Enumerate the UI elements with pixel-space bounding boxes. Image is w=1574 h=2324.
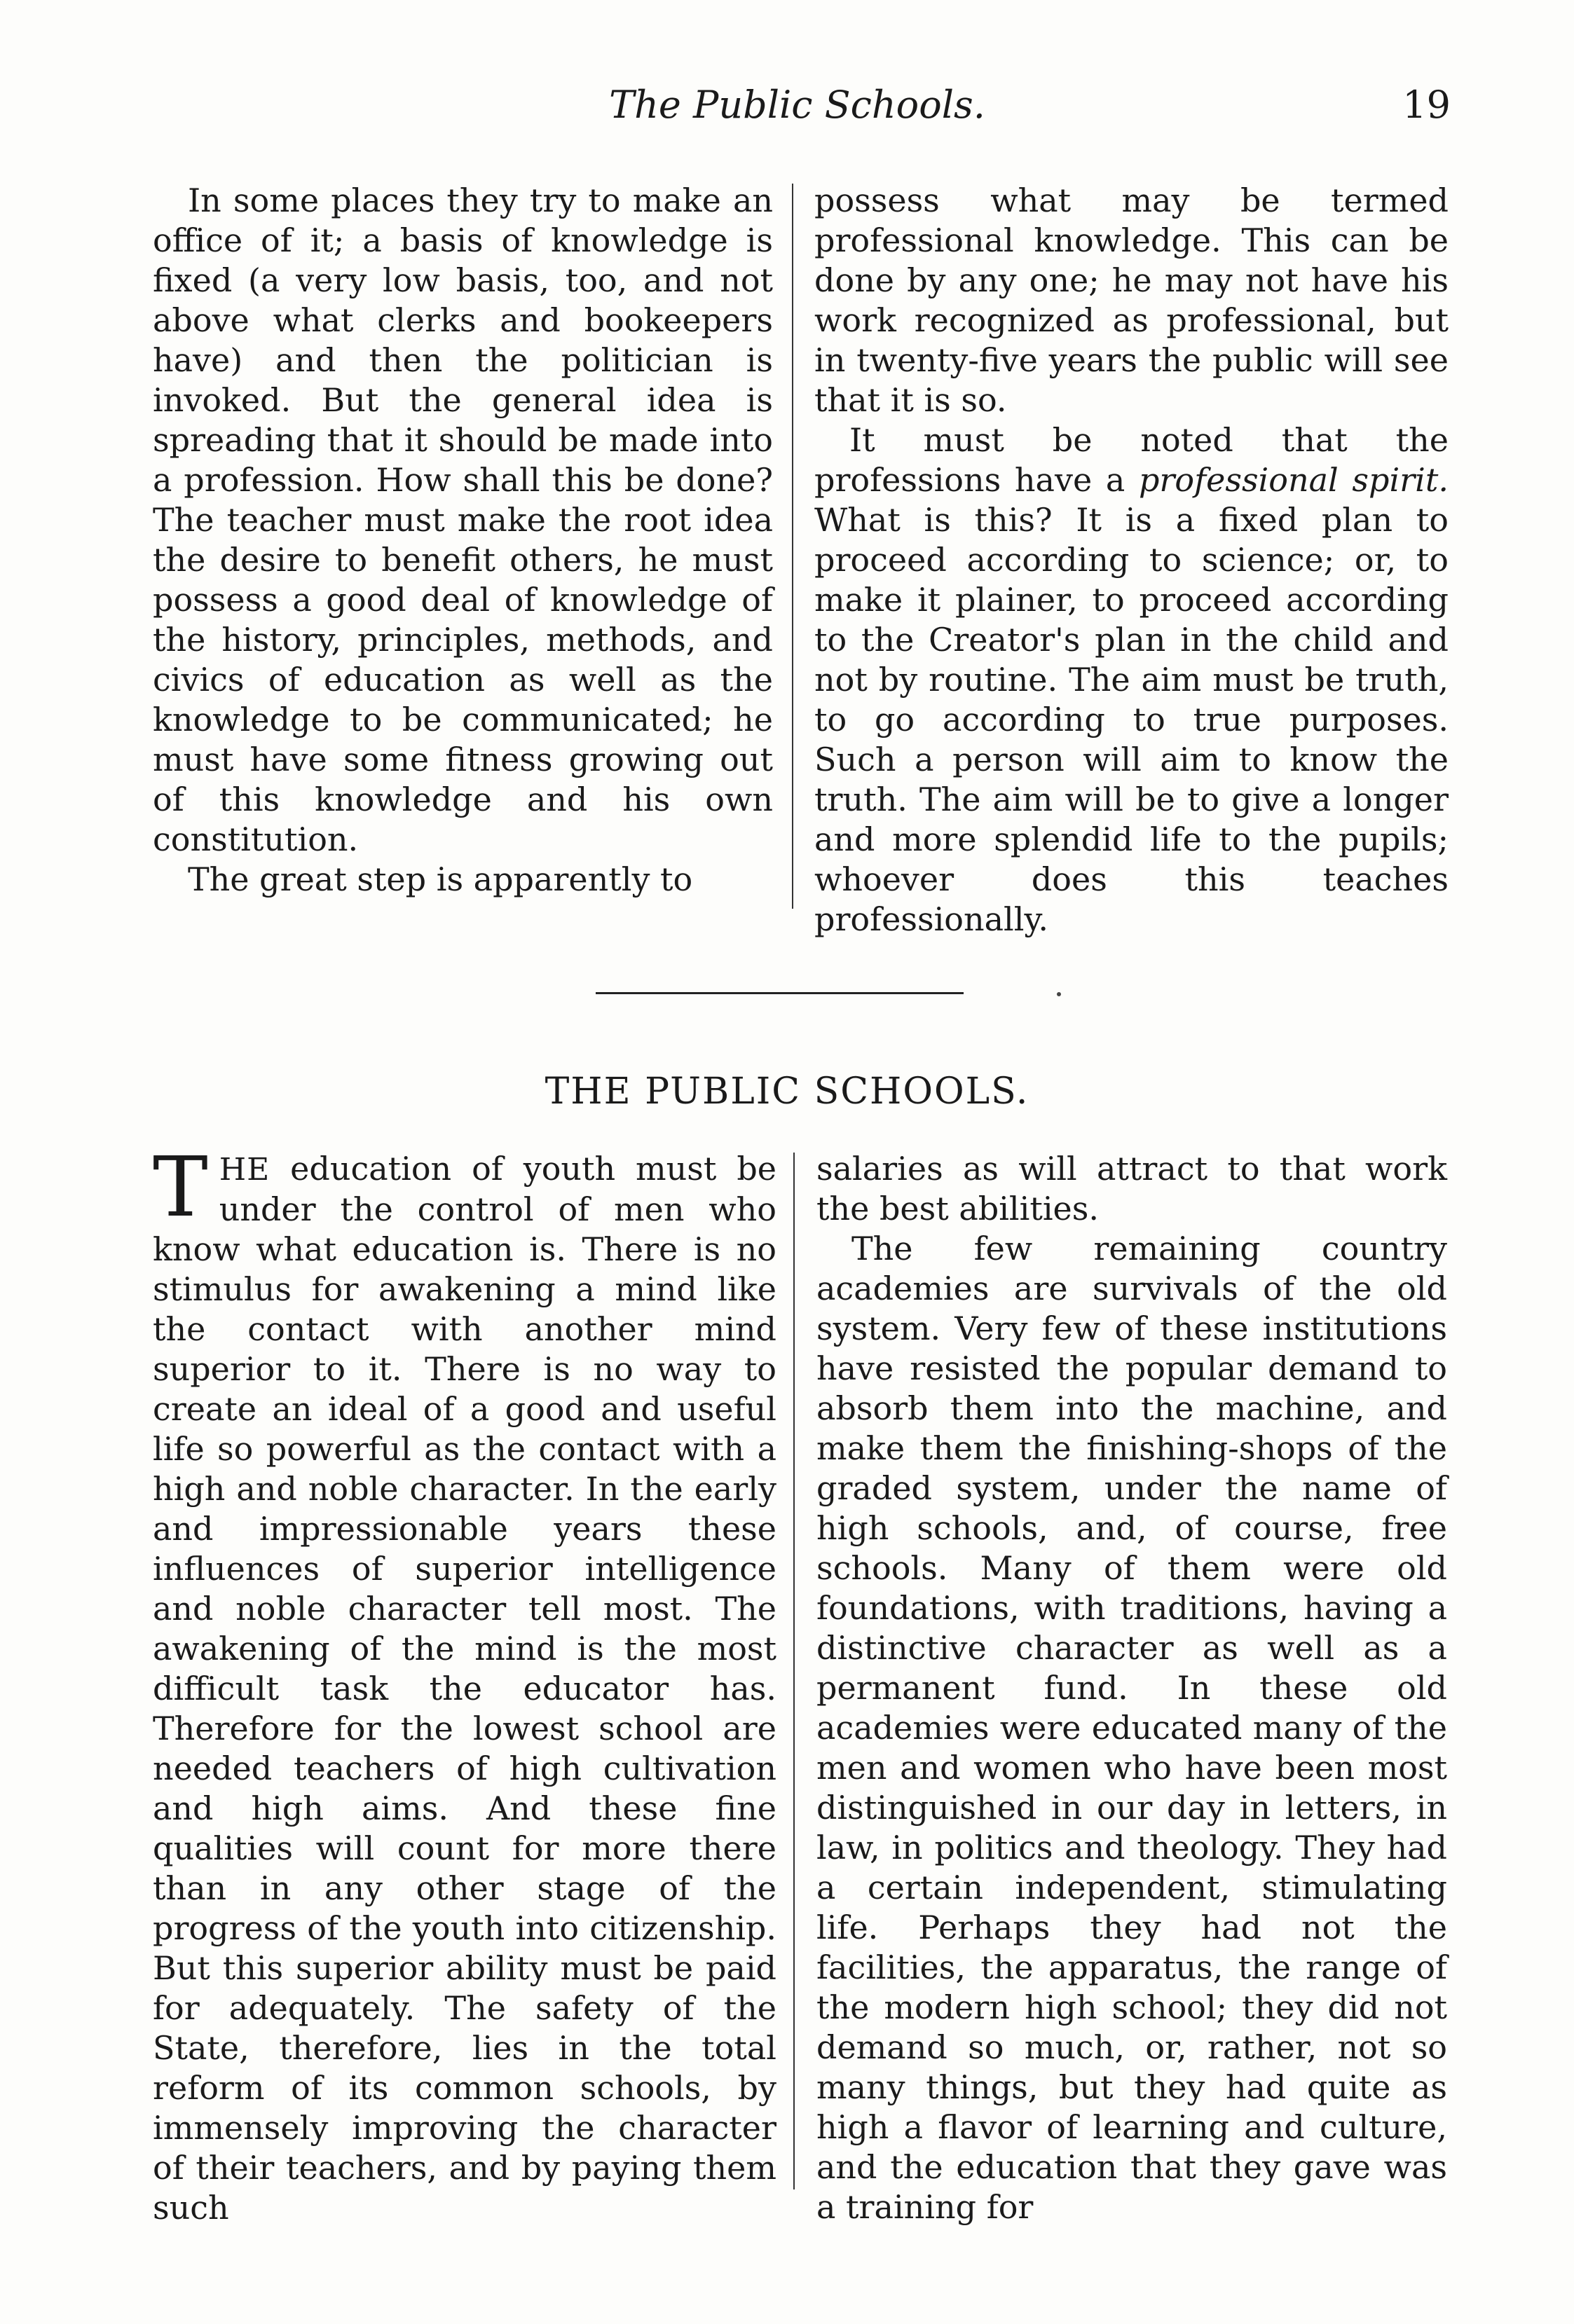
top-right-column <box>814 181 1449 940</box>
page-number: 19 <box>1402 83 1451 127</box>
running-head <box>144 83 1451 146</box>
column-divider <box>792 184 793 909</box>
paragraph: In some places they try to make an office of it; a basis of knowledge is fixed (a very low basis, too, and not above what clerks and bookeepers have) and then the politician is invoked. But the general idea is spreading that it should be made into a profession. How shall this be done? The teacher must make the root idea the desire to benefit others, he must possess a good deal of knowledge of the history, principles, methods, and civics of education as well as the knowledge to be communicated; he must have some fitness growing out of this knowledge and his own constitution. <box>153 181 773 858</box>
paragraph <box>153 1139 776 2228</box>
first-word: HE <box>219 1152 271 1188</box>
running-head-title: The Public Schools. <box>609 83 985 127</box>
paragraph: The great step is apparently to <box>188 860 693 898</box>
bottom-left-column <box>153 1139 776 2228</box>
section-separator-rule <box>596 992 964 994</box>
text-run: education of youth must be under the control of men who know what education is. There is no stimulus for awakening a mind like the contact with another mind superior to it. There is no way to create an ideal of a good and useful life so powerful as the contact with a high and noble character. In the early and impressionable years these influences of superior intelligence and noble character tell most. The awakening of the mind is the most difficult task the educator has. Therefore for the lowest school are needed teachers of high cultivation and high aims. And these fine qualities will count for more there than in any other stage of the progress of the youth into citizenship. But this superior ability must be paid for adequately. The safety of the State, therefore, lies in the total reform of its common schools, by immensely improving the character of their teachers, and by paying them such <box>153 1150 776 2227</box>
paragraph: The few remaining country academies are survivals of the old system. Very few of these institutions have resisted the popular demand to absorb them into the machine, and make them the finishing-shops of the graded system, under the name of high schools, and, of course, free schools. Many of them were old foundations, with traditions, having a distinctive character as well as a permanent fund. In these old academies were educated many of the men and women who have been most distinguished in our day in letters, in law, in politics and theology. They had a certain independent, stimulating life. Perhaps they had not the facilities, the apparatus, the range of the modern high school; they did not demand so much, or, rather, not so many things, but they had quite as high a flavor of learning and culture, and the education that they gave was a training for <box>816 1230 1447 2226</box>
paragraph <box>814 420 1449 940</box>
text-run: It must be noted that the professions have a <box>814 421 1449 499</box>
top-left-column <box>153 181 773 900</box>
emphasis: professional spirit. <box>1138 461 1449 499</box>
section-separator-dot <box>1057 992 1061 996</box>
paragraph: possess what may be termed professional knowledge. This can be done by any one; he may not have his work recognized as professional, but in twenty-five years the public will see that it is so. <box>814 181 1449 419</box>
column-divider <box>793 1153 795 2189</box>
drop-cap: T <box>153 1139 208 1235</box>
paragraph: salaries as will attract to that work the best abilities. <box>816 1150 1447 1228</box>
text-run: What is this? It is a fixed plan to proceed according to science; or, to make it plainer, to proceed according to the Creator's plan in the child and not by routine. The aim must be truth, to go according to true purposes. Such a person will aim to know the truth. The aim will be to give a longer and more splendid life to the pupils; whoever does this teaches professionally. <box>814 501 1449 938</box>
bottom-right-column <box>816 1149 1447 2227</box>
section-title: THE PUBLIC SCHOOLS. <box>545 1071 1029 1113</box>
